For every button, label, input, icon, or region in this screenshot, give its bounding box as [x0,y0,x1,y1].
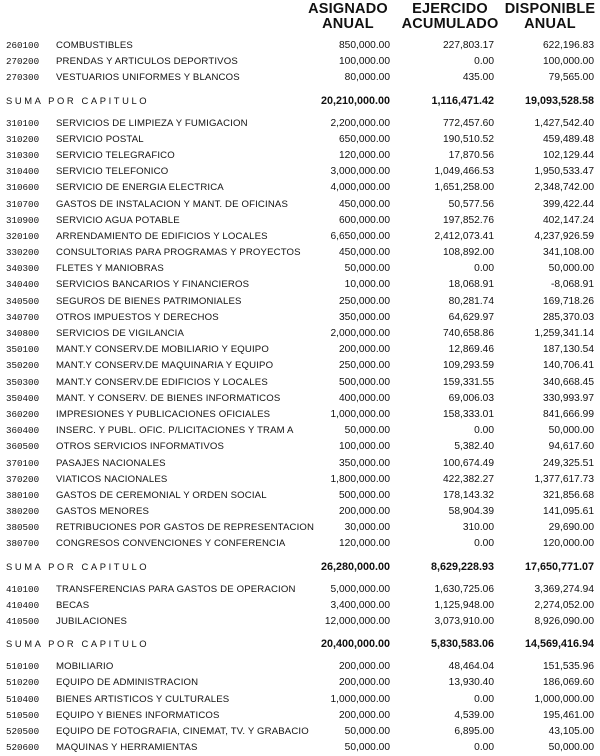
table-row [0,520,600,536]
chapter-subtotal-row [0,559,600,576]
disponible-anual-value: 3,369,274.94 [534,583,594,595]
account-code: 340400 [6,279,40,291]
disponible-anual-value: 841,666.99 [543,408,594,420]
ejercido-acumulado-value: 6,895.00 [454,725,494,737]
disponible-anual-value: 94,617.60 [548,441,594,453]
account-code: 370200 [6,473,40,485]
ejercido-acumulado-value: 1,125,948.00 [434,599,494,611]
asignado-anual-value: 600,000.00 [339,214,390,226]
ejercido-acumulado-value: 4,539.00 [454,709,494,721]
account-code: 310200 [6,133,40,145]
asignado-anual-value: 100,000.00 [339,441,390,453]
asignado-anual-value: 120,000.00 [339,149,390,161]
account-code: 340800 [6,328,40,339]
header-col1-line2: ANUAL [322,16,374,32]
table-row [0,294,600,310]
table-row [0,358,600,374]
table-row [0,740,600,756]
ejercido-acumulado-value: 18,068.91 [448,279,494,291]
asignado-anual-value: 500,000.00 [339,489,390,501]
disponible-anual-value: 169,718.26 [543,295,594,307]
account-code: 320100 [6,230,40,242]
account-description: TRANSFERENCIAS PARA GASTOS DE OPERACION [56,583,296,595]
account-code: 410100 [6,583,40,595]
ejercido-acumulado-value: 1,630,725.06 [434,583,494,595]
account-description: MOBILIARIO [56,661,114,673]
asignado-anual-value: 5,000,000.00 [330,583,390,595]
subtotal-asignado: 20,210,000.00 [320,94,390,107]
account-code: 380500 [6,522,40,534]
asignado-anual-value: 200,000.00 [339,709,390,721]
account-code: 520500 [6,725,40,737]
account-description: MANT.Y CONSERV.DE EDIFICIOS Y LOCALES [56,376,268,388]
table-row [0,70,600,86]
ejercido-acumulado-value: 100,674.49 [443,457,494,469]
account-description: COMBUSTIBLES [56,40,133,51]
account-description: BECAS [56,599,90,611]
table-row [0,116,600,132]
table-row [0,472,600,488]
account-description: INSERC. Y PUBL. OFIC. P/LICITACIONES Y TRAM A [56,425,294,437]
ejercido-acumulado-value: 3,073,910.00 [434,616,494,627]
header-ejercido-acumulado [398,2,502,32]
asignado-anual-value: 50,000.00 [344,725,390,737]
table-row [0,277,600,293]
ejercido-acumulado-value: 108,892.00 [443,247,494,259]
disponible-anual-value: 120,000.00 [543,538,594,550]
account-code: 510200 [6,677,40,689]
asignado-anual-value: 2,000,000.00 [330,328,390,339]
asignado-anual-value: 1,800,000.00 [330,473,390,485]
account-code: 310100 [6,117,40,129]
subtotal-disponible: 19,093,528.58 [524,94,594,107]
table-row [0,488,600,504]
disponible-anual-value: 1,427,542.40 [534,117,594,129]
header-col3-line2: ANUAL [524,16,576,32]
ejercido-acumulado-value: 2,412,073.41 [434,230,494,242]
ejercido-acumulado-value: 17,870.56 [448,149,494,161]
ejercido-acumulado-value: 58,904.39 [448,506,494,518]
account-code: 270200 [6,56,40,68]
disponible-anual-value: 187,130.54 [543,344,594,356]
table-header [0,2,600,40]
disponible-anual-value: 79,565.00 [548,72,594,84]
ejercido-acumulado-value: 109,293.59 [443,360,494,372]
disponible-anual-value: 4,237,926.59 [534,230,594,242]
account-description: RETRIBUCIONES POR GASTOS DE REPRESENTACION [56,522,315,534]
disponible-anual-value: -8,068.91 [550,279,594,291]
disponible-anual-value: 459,489.48 [543,133,594,145]
account-description: SERVICIO AGUA POTABLE [56,214,180,226]
table-row [0,213,600,229]
account-description: SERVICIO TELEGRAFICO [56,149,175,161]
asignado-anual-value: 200,000.00 [339,661,390,673]
account-description: SERVICIO DE ENERGIA ELECTRICA [56,182,224,194]
account-description: JUBILACIONES [56,616,128,627]
disponible-anual-value: 399,422.44 [543,198,594,210]
asignado-anual-value: 100,000.00 [339,56,390,68]
disponible-anual-value: 1,377,617.73 [534,473,594,485]
table-row [0,675,600,691]
account-code: 380100 [6,489,40,501]
header-asignado-anual [300,2,396,32]
disponible-anual-value: 1,950,533.47 [534,166,594,178]
table-row [0,582,600,598]
account-description: BIENES ARTISTICOS Y CULTURALES [56,693,230,705]
table-row [0,614,600,630]
account-code: 360500 [6,441,40,453]
account-code: 510500 [6,709,40,721]
ejercido-acumulado-value: 310.00 [462,522,494,534]
table-row [0,724,600,740]
account-code: 260100 [6,40,40,51]
ejercido-acumulado-value: 435.00 [462,72,494,84]
table-row [0,148,600,164]
asignado-anual-value: 350,000.00 [339,457,390,469]
account-description: SERVICIO TELEFONICO [56,166,169,178]
disponible-anual-value: 340,668.45 [543,376,594,388]
ejercido-acumulado-value: 1,049,466.53 [434,166,494,178]
chapter-subtotal-row [0,93,600,110]
asignado-anual-value: 1,000,000.00 [330,693,390,705]
ejercido-acumulado-value: 48,464.04 [448,661,494,673]
account-description: CONSULTORIAS PARA PROGRAMAS Y PROYECTOS [56,247,301,259]
disponible-anual-value: 50,000.00 [548,263,594,275]
asignado-anual-value: 1,000,000.00 [330,408,390,420]
ejercido-acumulado-value: 772,457.60 [443,117,494,129]
ejercido-acumulado-value: 422,382.27 [443,473,494,485]
header-col1-line1: ASIGNADO [308,1,388,17]
asignado-anual-value: 50,000.00 [344,425,390,437]
disponible-anual-value: 2,274,052.00 [534,599,594,611]
disponible-anual-value: 341,108.00 [543,247,594,259]
asignado-anual-value: 400,000.00 [339,392,390,404]
ejercido-acumulado-value: 227,803.17 [443,40,494,51]
disponible-anual-value: 249,325.51 [543,457,594,469]
disponible-anual-value: 285,370.03 [543,311,594,323]
disponible-anual-value: 2,348,742.00 [534,182,594,194]
account-description: MAQUINAS Y HERRAMIENTAS [56,742,198,754]
asignado-anual-value: 200,000.00 [339,344,390,356]
table-row [0,245,600,261]
ejercido-acumulado-value: 0.00 [474,742,494,754]
table-row [0,164,600,180]
asignado-anual-value: 6,650,000.00 [330,230,390,242]
subtotal-disponible: 14,569,416.94 [524,638,594,651]
account-code: 350400 [6,392,40,404]
table-row [0,439,600,455]
account-description: CONGRESOS CONVENCIONES Y CONFERENCIA [56,538,286,550]
account-code: 410400 [6,599,40,611]
account-description: MANT.Y CONSERV.DE MAQUINARIA Y EQUIPO [56,360,274,372]
account-code: 310600 [6,182,40,194]
asignado-anual-value: 450,000.00 [339,247,390,259]
account-code: 360200 [6,408,40,420]
asignado-anual-value: 250,000.00 [339,360,390,372]
subtotal-ejercido: 1,116,471.42 [431,94,494,107]
account-description: SERVICIOS DE LIMPIEZA Y FUMIGACION [56,117,248,129]
subtotal-label: SUMA POR CAPITULO [6,94,150,106]
asignado-anual-value: 50,000.00 [344,263,390,275]
table-row [0,708,600,724]
chapter-subtotal-row [0,636,600,653]
subtotal-disponible: 17,650,771.07 [524,560,594,573]
account-description: OTROS SERVICIOS INFORMATIVOS [56,441,225,453]
disponible-anual-value: 29,690.00 [548,522,594,534]
ejercido-acumulado-value: 0.00 [474,538,494,550]
account-code: 270300 [6,72,40,84]
account-description: EQUIPO DE FOTOGRAFIA, CINEMAT, TV. Y GRABACIO [56,725,309,737]
account-description: SERVICIOS DE VIGILANCIA [56,328,185,339]
ejercido-acumulado-value: 80,281.74 [448,295,494,307]
account-code: 310700 [6,198,40,210]
disponible-anual-value: 141,095.61 [543,506,594,518]
table-row [0,423,600,439]
asignado-anual-value: 3,000,000.00 [330,166,390,178]
ejercido-acumulado-value: 13,930.40 [448,677,494,689]
account-code: 350300 [6,376,40,388]
asignado-anual-value: 10,000.00 [344,279,390,291]
ejercido-acumulado-value: 158,333.01 [443,408,494,420]
account-code: 310400 [6,166,40,178]
asignado-anual-value: 650,000.00 [339,133,390,145]
ejercido-acumulado-value: 197,852.76 [443,214,494,226]
ejercido-acumulado-value: 1,651,258.00 [434,182,494,194]
header-col2-line2: ACUMULADO [401,16,499,32]
ejercido-acumulado-value: 178,143.32 [443,489,494,501]
table-row [0,310,600,326]
disponible-anual-value: 50,000.00 [548,425,594,437]
disponible-anual-value: 195,461.00 [543,709,594,721]
disponible-anual-value: 100,000.00 [543,56,594,68]
budget-table-body [0,38,600,754]
ejercido-acumulado-value: 0.00 [474,425,494,437]
table-row [0,391,600,407]
disponible-anual-value: 8,926,090.00 [534,616,594,627]
ejercido-acumulado-value: 0.00 [474,693,494,705]
account-code: 310900 [6,214,40,226]
account-code: 410500 [6,616,40,627]
table-row [0,132,600,148]
disponible-anual-value: 186,069.60 [543,677,594,689]
asignado-anual-value: 120,000.00 [339,538,390,550]
header-disponible-anual [500,2,600,32]
account-code: 510100 [6,661,40,673]
table-row [0,54,600,70]
ejercido-acumulado-value: 50,577.56 [448,198,494,210]
disponible-anual-value: 102,129.44 [543,149,594,161]
disponible-anual-value: 402,147.24 [543,214,594,226]
account-description: PASAJES NACIONALES [56,457,166,469]
account-description: FLETES Y MANIOBRAS [56,263,164,275]
account-description: VESTUARIOS UNIFORMES Y BLANCOS [56,72,240,84]
account-description: SEGUROS DE BIENES PATRIMONIALES [56,295,242,307]
table-row [0,261,600,277]
ejercido-acumulado-value: 159,331.55 [443,376,494,388]
asignado-anual-value: 2,200,000.00 [330,117,390,129]
disponible-anual-value: 50,000.00 [548,742,594,754]
account-code: 380200 [6,506,40,518]
ejercido-acumulado-value: 0.00 [474,56,494,68]
ejercido-acumulado-value: 190,510.52 [443,133,494,145]
account-code: 340300 [6,263,40,275]
ejercido-acumulado-value: 740,658.86 [443,328,494,339]
account-description: EQUIPO Y BIENES INFORMATICOS [56,709,220,721]
disponible-anual-value: 622,196.83 [543,40,594,51]
account-code: 340500 [6,295,40,307]
ejercido-acumulado-value: 0.00 [474,263,494,275]
account-description: IMPRESIONES Y PUBLICACIONES OFICIALES [56,408,271,420]
subtotal-label: SUMA POR CAPITULO [6,638,150,650]
table-row [0,326,600,342]
account-description: MANT. Y CONSERV. DE BIENES INFORMATICOS [56,392,281,404]
account-code: 340700 [6,311,40,323]
account-description: OTROS IMPUESTOS Y DERECHOS [56,311,219,323]
table-row [0,504,600,520]
account-description: GASTOS MENORES [56,506,150,518]
table-row [0,180,600,196]
asignado-anual-value: 450,000.00 [339,198,390,210]
table-row [0,197,600,213]
account-code: 380700 [6,538,40,550]
account-description: GASTOS DE INSTALACION Y MANT. DE OFICINAS [56,198,289,210]
account-description: ARRENDAMIENTO DE EDIFICIOS Y LOCALES [56,230,268,242]
disponible-anual-value: 321,856.68 [543,489,594,501]
asignado-anual-value: 850,000.00 [339,40,390,51]
disponible-anual-value: 1,259,341.14 [534,328,594,339]
account-description: EQUIPO DE ADMINISTRACION [56,677,199,689]
disponible-anual-value: 151,535.96 [543,661,594,673]
disponible-anual-value: 330,993.97 [543,392,594,404]
asignado-anual-value: 30,000.00 [344,522,390,534]
subtotal-ejercido: 8,629,228.93 [430,560,494,573]
table-row [0,456,600,472]
account-code: 370100 [6,457,40,469]
subtotal-asignado: 26,280,000.00 [320,560,390,573]
table-row [0,229,600,245]
account-code: 330200 [6,247,40,259]
account-description: SERVICIOS BANCARIOS Y FINANCIEROS [56,279,250,291]
account-code: 350200 [6,360,40,372]
asignado-anual-value: 250,000.00 [339,295,390,307]
ejercido-acumulado-value: 5,382.40 [454,441,494,453]
account-description: GASTOS DE CEREMONIAL Y ORDEN SOCIAL [56,489,267,501]
disponible-anual-value: 43,105.00 [548,725,594,737]
disponible-anual-value: 1,000,000.00 [534,693,594,705]
table-row [0,598,600,614]
asignado-anual-value: 80,000.00 [344,72,390,84]
table-row [0,375,600,391]
subtotal-ejercido: 5,830,583.06 [430,638,494,651]
table-row [0,38,600,54]
account-code: 510400 [6,693,40,705]
asignado-anual-value: 500,000.00 [339,376,390,388]
ejercido-acumulado-value: 69,006.03 [448,392,494,404]
subtotal-label: SUMA POR CAPITULO [6,560,150,572]
asignado-anual-value: 200,000.00 [339,506,390,518]
account-description: PRENDAS Y ARTICULOS DEPORTIVOS [56,56,238,68]
account-code: 520600 [6,742,40,754]
subtotal-asignado: 20,400,000.00 [320,638,390,651]
asignado-anual-value: 200,000.00 [339,677,390,689]
asignado-anual-value: 3,400,000.00 [330,599,390,611]
asignado-anual-value: 50,000.00 [344,742,390,754]
ejercido-acumulado-value: 12,869.46 [448,344,494,356]
asignado-anual-value: 350,000.00 [339,311,390,323]
header-col2-line1: EJERCIDO [412,1,488,17]
account-code: 360400 [6,425,40,437]
account-description: VIATICOS NACIONALES [56,473,168,485]
account-code: 350100 [6,344,40,356]
table-row [0,536,600,552]
table-row [0,692,600,708]
asignado-anual-value: 12,000,000.00 [324,616,390,627]
account-description: SERVICIO POSTAL [56,133,144,145]
table-row [0,342,600,358]
table-row [0,407,600,423]
ejercido-acumulado-value: 64,629.97 [448,311,494,323]
disponible-anual-value: 140,706.41 [543,360,594,372]
asignado-anual-value: 4,000,000.00 [330,182,390,194]
account-description: MANT.Y CONSERV.DE MOBILIARIO Y EQUIPO [56,344,269,356]
table-row [0,659,600,675]
header-col3-line1: DISPONIBLE [504,1,596,17]
account-code: 310300 [6,149,40,161]
